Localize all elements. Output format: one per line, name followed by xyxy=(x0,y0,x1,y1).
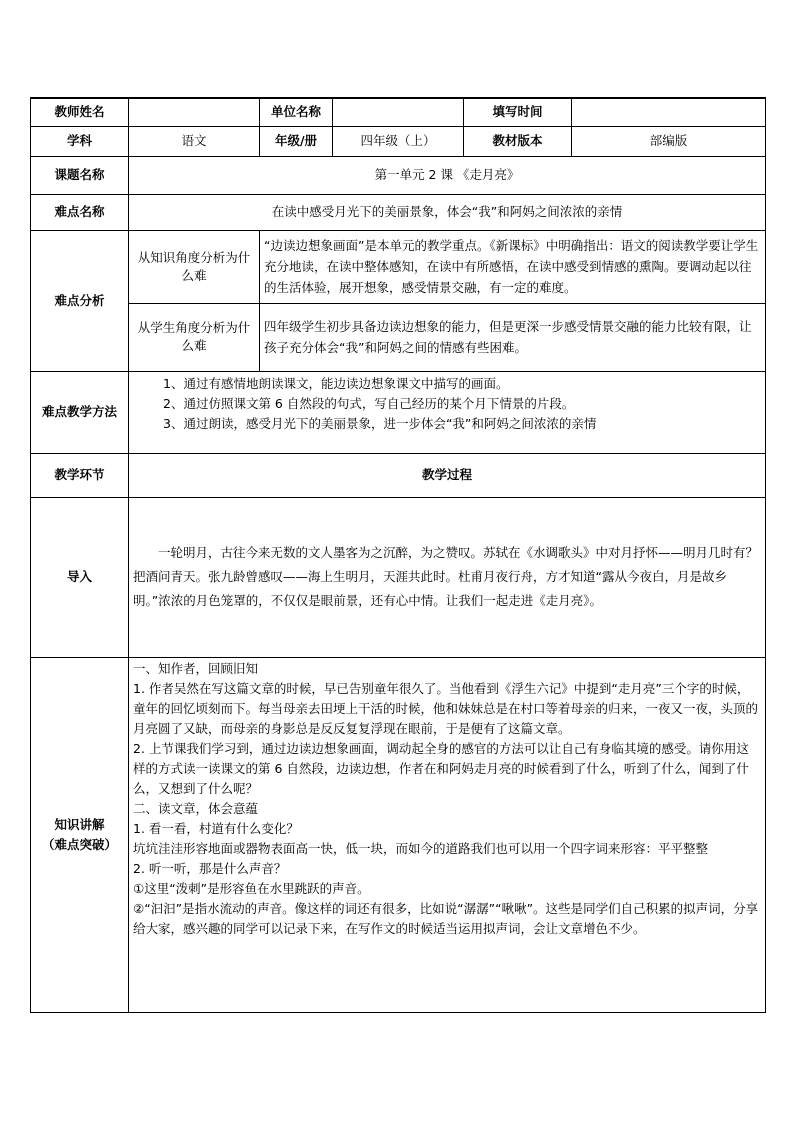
teacher-name-label: 教师姓名 xyxy=(31,98,129,126)
question: 2. 听一听，那是什么声音？ xyxy=(133,860,287,876)
knowledge-row xyxy=(31,657,766,1012)
teaching-method-label: 难点教学方法 xyxy=(31,371,129,453)
intro-cell xyxy=(129,497,766,657)
lesson-title-label: 课题名称 xyxy=(31,156,129,194)
knowledge-content xyxy=(129,657,766,1012)
paragraph: 1. 作者吴然在写这篇文章的时候，早已告别童年很久了。当他看到《浮生六记》中提到“走月亮”三个字的时候，童年的回忆顷刻而下。每当母亲去田埂上干活的时候，他和妹妹总是在村口等着母亲的归来，一夜又一夜，头顶的月亮圆了又缺，而母亲的身影总是反反复复浮现在眼前，于是便有了这篇文章。 xyxy=(133,680,759,736)
intro-row xyxy=(31,497,766,657)
header-row-2 xyxy=(31,126,766,156)
unit-name-value[interactable] xyxy=(333,98,464,126)
difficulty-name-value: 在读中感受月光下的美丽景象，体会“我”和阿妈之间浓浓的亲情 xyxy=(129,194,766,230)
intro-label: 导入 xyxy=(31,497,129,657)
paragraph: 坑坑洼洼形容地面或器物表面高一快，低一块，而如今的道路我们也可以用一个四字词来形容：平平整整 xyxy=(133,840,709,856)
method-item: 2、通过仿照课文第 6 自然段的句式，写自己经历的某个月下情景的片段。 xyxy=(163,395,575,411)
teaching-process-heading: 教学过程 xyxy=(129,453,766,497)
knowledge-angle-cell-text xyxy=(260,230,766,303)
question: 1. 看一看，村道有什么变化？ xyxy=(133,820,299,836)
student-angle-cell-text xyxy=(260,303,766,371)
subject-value: 语文 xyxy=(129,126,260,156)
student-angle-label: 从学生角度分析为什么难 xyxy=(137,320,251,353)
difficulty-name-label: 难点名称 xyxy=(31,194,129,230)
knowledge-angle-label: 从知识角度分析为什么难 xyxy=(137,249,251,283)
edition-value: 部编版 xyxy=(572,126,766,156)
fill-date-value[interactable] xyxy=(572,98,766,126)
intro-text: 一轮明月，古往今来无数的文人墨客为之沉醉，为之赞叹。苏轼在《水调歌头》中对月抒怀——明月几时有？把酒问青天。张九龄曾感叹——海上生明月，天涯共此时。杜甫月夜行舟，方才知道“露从今夜白，月是故乡明。”浓浓的月色笼罩的，不仅仅是眼前景，还有心中情。让我们一起走进《走月亮》。 xyxy=(133,545,759,608)
knowledge-label-cell xyxy=(31,657,129,1012)
knowledge-label: 知识讲解 xyxy=(54,816,105,832)
subject-label: 学科 xyxy=(31,126,129,156)
lesson-title-value: 第一单元 2 课 《走月亮》 xyxy=(129,156,766,194)
knowledge-sublabel: （难点突破） xyxy=(41,836,117,852)
section-heading: 一、知作者，回顾旧知 xyxy=(133,660,259,676)
method-item: 3、通过朗读，感受月光下的美丽景象，进一步体会“我”和阿妈之间浓浓的亲情 xyxy=(163,415,597,431)
process-header-row xyxy=(31,453,766,497)
teaching-stage-label: 教学环节 xyxy=(31,453,129,497)
header-row-1 xyxy=(31,98,766,126)
teaching-method-list xyxy=(129,371,766,453)
paragraph: 2. 上节课我们学习到，通过边读边想象画面，调动起全身的感官的方法可以让自己有身临其境的感受。请你用这样的方式读一读课文的第 6 自然段，边读边想，作者在和阿妈走月亮的时候看到了什么，听到了什么，闻到了什么，又想到了什么呢？ xyxy=(133,740,749,796)
analysis-student-row xyxy=(31,303,766,371)
grade-value: 四年级（上） xyxy=(333,126,464,156)
knowledge-angle-text: “边读边想象画面”是本单元的教学重点。《新课标》中明确指出：语文的阅读教学要让学生充分地读，在读中整体感知，在读中有所感悟，在读中感受到情感的熏陶。要调动起以往的生活体验，展开想象，感受情景交融，有一定的难度。 xyxy=(264,238,759,295)
lesson-row xyxy=(31,156,766,194)
grade-label: 年级/册 xyxy=(260,126,333,156)
methods-row xyxy=(31,371,766,453)
knowledge-angle-cell xyxy=(129,230,260,303)
student-angle-text: 四年级学生初步具备边读边想象的能力，但是更深一步感受情景交融的能力比较有限，让孩子充分体会“我”和阿妈之间的情感有些困难。 xyxy=(264,319,752,355)
student-angle-cell xyxy=(129,303,260,371)
difficulty-row xyxy=(31,194,766,230)
fill-date-label: 填写时间 xyxy=(464,98,572,126)
difficulty-analysis-label: 难点分析 xyxy=(31,230,129,371)
teacher-name-value[interactable] xyxy=(129,98,260,126)
method-item: 1、通过有感情地朗读课文，能边读边想象课文中描写的画面。 xyxy=(163,375,509,391)
section-heading: 二、读文章，体会意蕴 xyxy=(133,800,259,816)
analysis-knowledge-row xyxy=(31,230,766,303)
edition-label: 教材版本 xyxy=(464,126,572,156)
paragraph: ②“汩汩”是指水流动的声音。像这样的词还有很多，比如说“潺潺”“啾啾”。这些是同学们自己积累的拟声词，分享给大家，感兴趣的同学可以记录下来，在写作文的时候适当运用拟声词，会让文章增色不少。 xyxy=(133,900,759,936)
unit-name-label: 单位名称 xyxy=(260,98,333,126)
paragraph: ①这里“泼刺”是形容鱼在水里跳跃的声音。 xyxy=(133,880,370,896)
lesson-plan-table xyxy=(30,97,766,1013)
